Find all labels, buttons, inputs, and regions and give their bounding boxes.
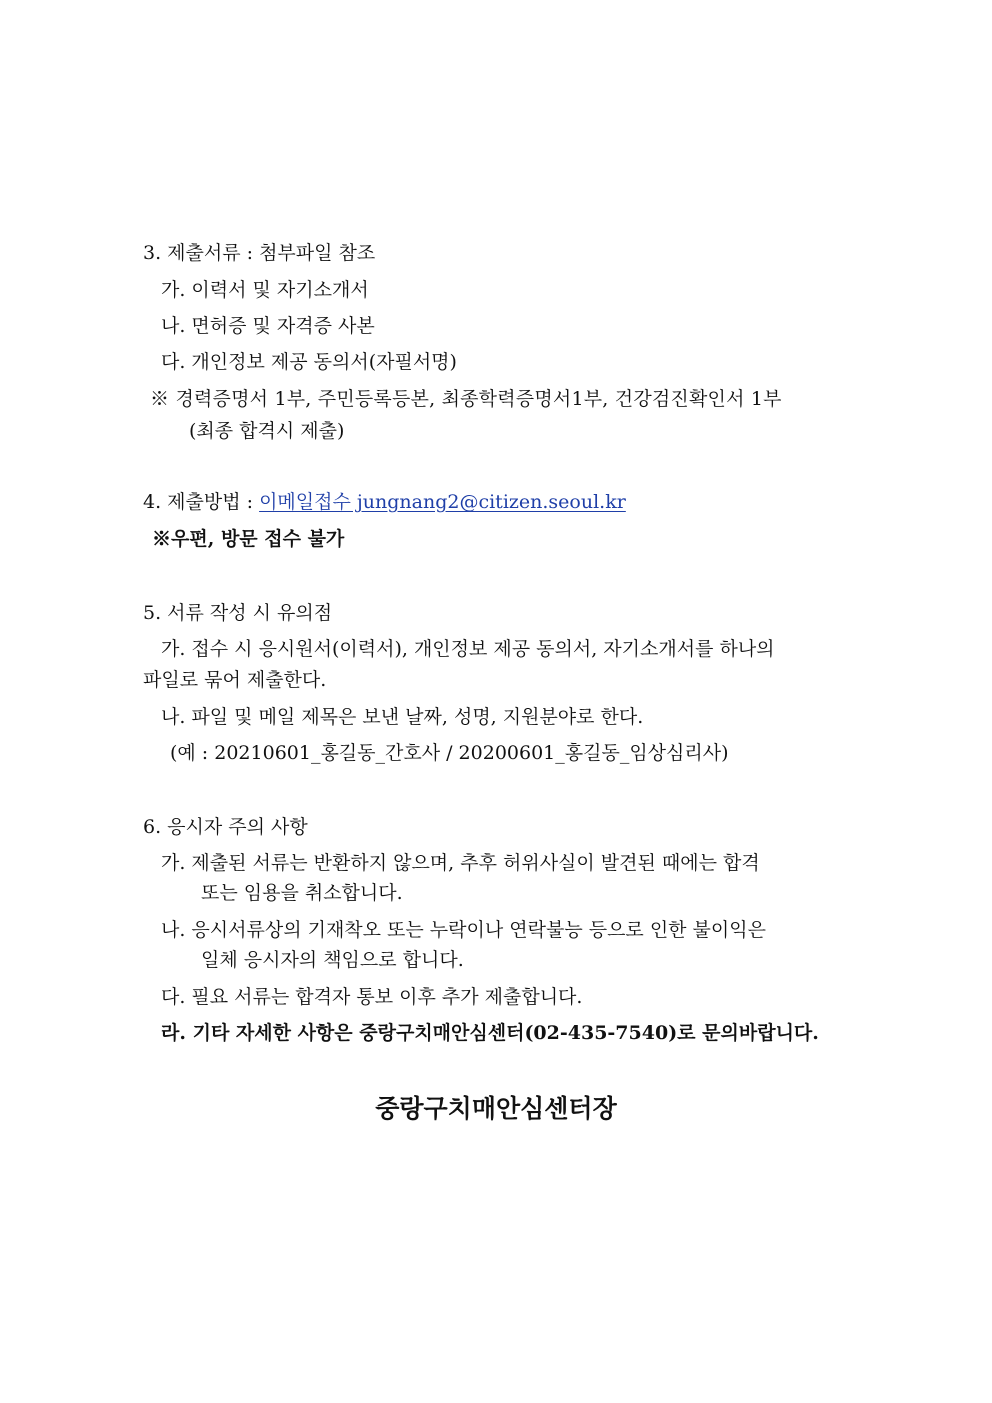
- section-3-item-a: 가. 이력서 및 자기소개서: [161, 279, 369, 301]
- section-4-heading-prefix: 4. 제출방법 :: [143, 491, 260, 513]
- section-6-item-c: 다. 필요 서류는 합격자 통보 이후 추가 제출합니다.: [161, 986, 583, 1008]
- section-6-item-d: 라. 기타 자세한 사항은 중랑구치매안심센터(02-435-7540)로 문의바랍니다.: [161, 1022, 819, 1044]
- email-link[interactable]: 이메일접수 jungnang2@citizen.seoul.kr: [259, 491, 626, 513]
- section-6-item-b-line1: 나. 응시서류상의 기재착오 또는 누락이나 연락불능 등으로 인한 불이익은: [161, 919, 766, 941]
- signature-title: 중랑구치매안심센터장: [375, 1094, 617, 1123]
- section-6-item-a-line2: 또는 임용을 취소합니다.: [201, 882, 403, 904]
- section-3-heading: 3. 제출서류 : 첨부파일 참조: [143, 242, 376, 264]
- section-3-item-b: 나. 면허증 및 자격증 사본: [161, 315, 375, 337]
- section-3-note-text: ※ 경력증명서 1부, 주민등록등본, 최종학력증명서1부, 건강검진확인서 1부: [150, 388, 782, 410]
- section-5-item-a-line2: 파일로 묶어 제출한다.: [143, 669, 327, 691]
- section-6-item-b-line2: 일체 응시자의 책임으로 합니다.: [201, 949, 464, 971]
- section-3-item-c: 다. 개인정보 제공 동의서(자필서명): [161, 351, 457, 373]
- section-6-item-a-line1: 가. 제출된 서류는 반환하지 않으며, 추후 허위사실이 발견된 때에는 합격: [161, 852, 760, 874]
- section-3-note-line2: (최종 합격시 제출): [189, 420, 345, 442]
- section-6-heading: 6. 응시자 주의 사항: [143, 816, 308, 838]
- section-4-heading: [143, 490, 626, 514]
- section-3-note-line1: [150, 387, 850, 411]
- section-5-item-b: 나. 파일 및 메일 제목은 보낸 날짜, 성명, 지원분야로 한다.: [161, 706, 644, 728]
- section-5-item-a-line1: 가. 접수 시 응시원서(이력서), 개인정보 제공 동의서, 자기소개서를 하나의: [161, 638, 775, 660]
- section-4-note: ※우편, 방문 접수 불가: [152, 528, 345, 550]
- section-5-heading: 5. 서류 작성 시 유의점: [143, 602, 333, 624]
- section-5-example: (예 : 20210601_홍길동_간호사 / 20200601_홍길동_임상심리사): [170, 742, 729, 764]
